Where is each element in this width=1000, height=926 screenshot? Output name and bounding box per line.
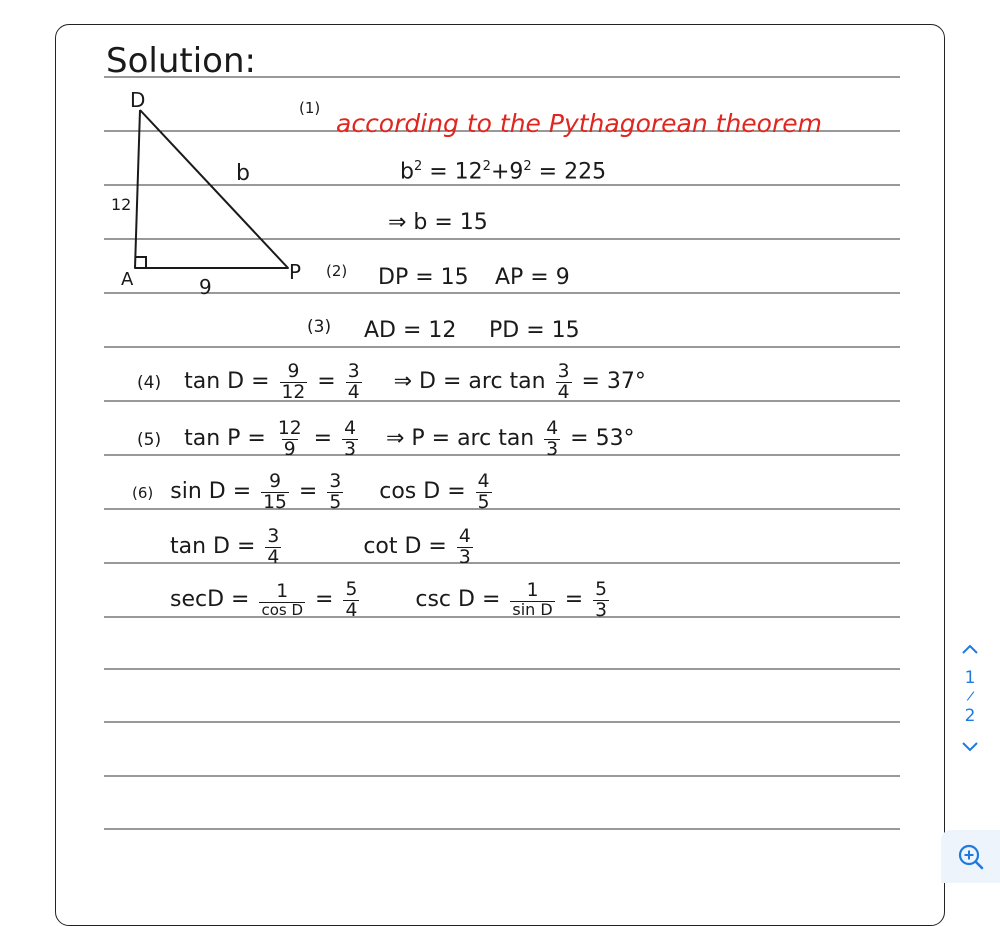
page-title: Solution:: [106, 41, 256, 81]
total-pages: 2: [964, 706, 976, 726]
page-navigator: [944, 628, 996, 788]
sec-csc-row: secD = $\frac{1}{\text{cos D}}$ = $\frac{5}{4}$ csc D = $\frac{1}{\text{sin D}}$ = $\frac{5}{3}$: [170, 579, 608, 621]
page-separator: /: [965, 688, 975, 705]
vertex-p-label: P: [289, 260, 302, 284]
zoom-in-icon: [957, 843, 985, 871]
pythagorean-note: according to the Pythagorean theorem: [336, 109, 822, 138]
part4-equation: (4) tan D = $\frac{9}{12}$ = $\frac{3}{4}$ ⇒ D = arc tan $\frac{3}{4}$ = 37°: [137, 361, 646, 403]
ad-length: AD = 12: [364, 318, 457, 343]
hypotenuse-result: ⇒ b = 15: [388, 210, 488, 235]
tan-cot-row: tan D = $\frac{3}{4}$ cot D = $\frac{4}{3}$: [170, 526, 471, 568]
part1-label: (1): [299, 99, 321, 117]
part5-equation: (5) tan P = $\frac{12}{9}$ = $\frac{4}{3}$ ⇒ P = arc tan $\frac{4}{3}$ = 53°: [137, 418, 635, 460]
pythagorean-equation: $b^2 = 12^2+9^2 = 225$: [400, 159, 607, 185]
part5-label: (5): [137, 430, 162, 451]
side-ad-label: 12: [111, 195, 132, 214]
part4-label: (4): [137, 373, 162, 394]
vertex-d-label: D: [130, 88, 146, 112]
side-dp-label: b: [236, 161, 250, 186]
sin-cos-row: (6) sin D = $\frac{9}{15}$ = $\frac{3}{5}$ cos D = $\frac{4}{5}$: [132, 471, 490, 513]
side-ap-label: 9: [199, 275, 212, 299]
part3-label: (3): [307, 317, 332, 337]
current-page: 1: [964, 668, 976, 688]
chevron-down-icon[interactable]: [961, 726, 979, 766]
chevron-up-icon[interactable]: [961, 628, 979, 668]
pd-length: PD = 15: [489, 318, 580, 343]
zoom-in-button[interactable]: [941, 830, 1000, 883]
ap-length: AP = 9: [495, 265, 570, 290]
vertex-a-label: A: [121, 269, 134, 290]
dp-length: DP = 15: [378, 265, 469, 290]
part6-label: (6): [132, 484, 154, 503]
part2-label: (2): [326, 262, 348, 280]
